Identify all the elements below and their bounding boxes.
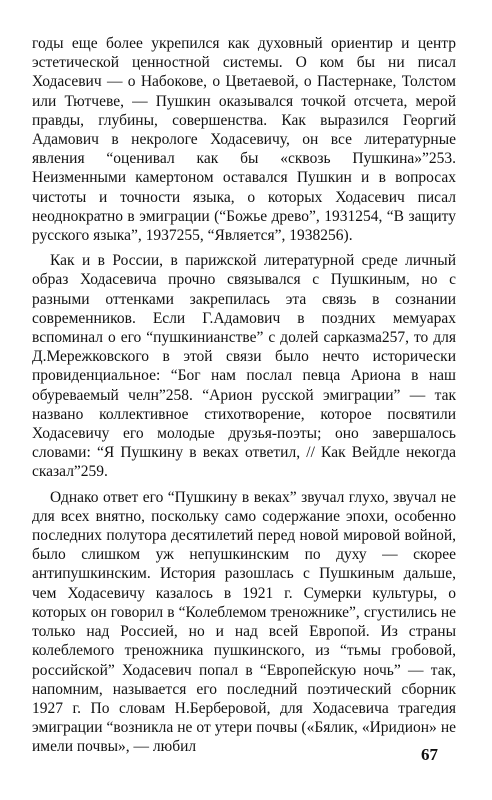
- body-text: [32, 34, 456, 763]
- paragraph-3: Однако ответ его “Пушкину в веках” звучал глухо, звучал не для всех внятно, поскольку само содержание эпохи, особенно последних полутора десятилетий перед новой мировой войной, было слишком уж непушкинским по духу — скорее антипушкинским. История разошлась с Пушкиным дальше, чем Ходасевичу казалось в 1921 г. Сумерки культуры, о которых он говорил в “Колеблемом треножнике”, сгустились не только над Россией, но и над всей Европой. Из страны колеблемого треножника пушкинского, из “тьмы гробовой, российской” Ходасевич попал в “Европейскую ночь” — так, напомним, называется его последний поэтический сборник 1927 г. По словам Н.Берберовой, для Ходасевича трагедия эмиграции “возникла не от утери почвы («Бялик, «Иридион» не имели почвы», — любил: [32, 488, 456, 756]
- page-number: 67: [421, 745, 438, 764]
- paragraph-1: годы еще более укрепился как духовный ориентир и центр эстетической ценностной системы. О ком бы ни писал Ходасевич — о Набокове, о Цветаевой, о Пастернаке, Толстом или Тютчеве, — Пушкин оказывался точкой отсчета, мерой правды, глубины, совершенства. Как выразился Георгий Адамович в некрологе Ходасевичу, он все литературные явления “оценивал как бы «сквозь Пушкина»”253. Неизменными камертоном оставался Пушкин и в вопросах чистоты и точности языка, о которых Ходасевич писал неоднократно в эмиграции (“Божье древо”, 1931254, “В защиту русского языка”, 1937255, “Является”, 1938256).: [32, 35, 456, 245]
- paragraph-2: Как и в России, в парижской литературной среде личный образ Ходасевича прочно связывался с Пушкиным, но с разными оттенками закрепилась эта связь в сознании современников. Если Г.Адамович в поздних мемуарах вспоминал о его “пушкинианстве” с долей сарказма257, то для Д.Мережковского в этой связи было нечто исторически провиденциальное: “Бог нам послал певца Ариона в наш обуреваемый челн”258. “Арион русской эмиграции” — так названо коллективное стихотворение, которое посвятили Ходасевичу его молодые друзья-поэты; оно завершалось словами: “Я Пушкину в веках ответил, // Как Вейдле некогда сказал”259.: [32, 252, 456, 481]
